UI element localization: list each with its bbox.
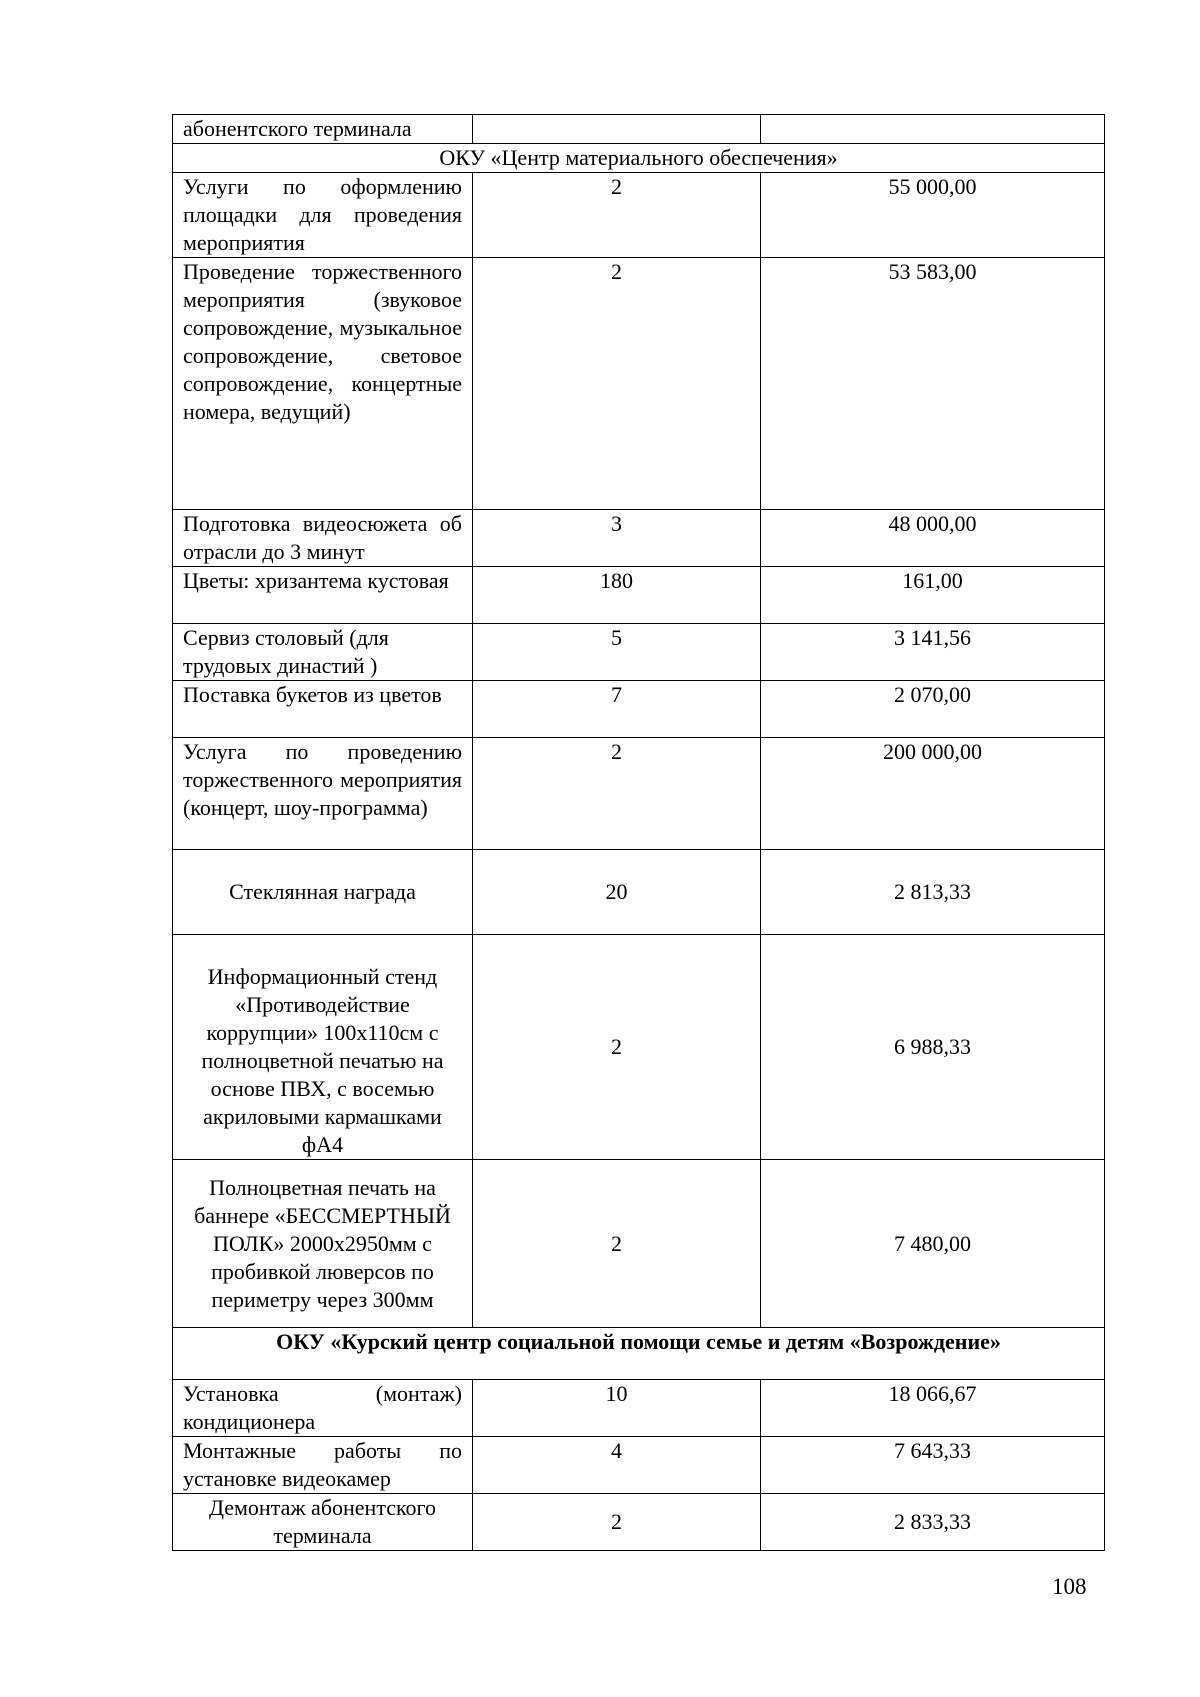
item-price-cell: 2 833,33 [761,1494,1105,1551]
item-qty-cell: 2 [473,935,761,1160]
item-name-cell: Установка (монтаж) кондиционера [173,1380,473,1437]
item-name-cell: Стеклянная награда [173,850,473,935]
table-row [173,624,1105,681]
item-price-cell: 18 066,67 [761,1380,1105,1437]
item-price-cell: 6 988,33 [761,935,1105,1160]
table-row [173,1437,1105,1494]
table-row [173,1380,1105,1437]
item-qty-cell: 2 [473,1494,761,1551]
item-qty-cell: 4 [473,1437,761,1494]
item-qty-cell: 2 [473,1160,761,1328]
item-price-cell: 2 070,00 [761,681,1105,738]
item-qty-cell: 2 [473,258,761,510]
item-name-cell: Информационный стенд «Противодействие коррупции» 100х110см с полноцветной печатью на основе ПВХ, с восемью акриловыми кармашками фА4 [173,935,473,1160]
item-qty-cell: 2 [473,738,761,850]
item-name-cell: Проведение торжественного мероприятия (звуковое сопровождение, музыкальное сопровождение, световое сопровождение, концертные номера, ведущий) [173,258,473,510]
table-row [173,115,1105,144]
item-name-cell: абонентского терминала [173,115,473,144]
table-row [173,510,1105,567]
section-row [173,1328,1105,1380]
item-price-cell: 7 480,00 [761,1160,1105,1328]
item-name-cell: Монтажные работы по установке видеокамер [173,1437,473,1494]
table-row [173,738,1105,850]
item-name-cell: Полноцветная печать на баннере «БЕССМЕРТНЫЙ ПОЛК» 2000х2950мм с пробивкой люверсов по периметру через 300мм [173,1160,473,1328]
table-row [173,173,1105,258]
table-row [173,935,1105,1160]
item-name-cell: Услуга по проведению торжественного мероприятия (концерт, шоу-программа) [173,738,473,850]
item-price-cell [761,115,1105,144]
table-row [173,681,1105,738]
item-price-cell: 53 583,00 [761,258,1105,510]
section-title: ОКУ «Курский центр социальной помощи семье и детям «Возрождение» [173,1328,1105,1380]
item-price-cell: 7 643,33 [761,1437,1105,1494]
item-qty-cell: 5 [473,624,761,681]
item-name-cell: Сервиз столовый (для трудовых династий ) [173,624,473,681]
table-row [173,258,1105,510]
item-name-cell: Услуги по оформлению площадки для проведения мероприятия [173,173,473,258]
item-price-cell: 200 000,00 [761,738,1105,850]
item-qty-cell: 10 [473,1380,761,1437]
table-row [173,850,1105,935]
section-row [173,144,1105,173]
item-price-cell: 2 813,33 [761,850,1105,935]
item-qty-cell: 20 [473,850,761,935]
section-title: ОКУ «Центр материального обеспечения» [173,144,1105,173]
page-number: 108 [1052,1574,1087,1599]
table-row [173,567,1105,624]
item-name-cell: Поставка букетов из цветов [173,681,473,738]
table-row [173,1494,1105,1551]
item-qty-cell: 180 [473,567,761,624]
item-price-cell: 3 141,56 [761,624,1105,681]
item-qty-cell [473,115,761,144]
item-price-cell: 55 000,00 [761,173,1105,258]
item-price-cell: 161,00 [761,567,1105,624]
item-qty-cell: 3 [473,510,761,567]
expense-table [172,114,1105,1551]
item-name-cell: Демонтаж абонентского терминала [173,1494,473,1551]
item-qty-cell: 7 [473,681,761,738]
item-name-cell: Цветы: хризантема кустовая [173,567,473,624]
table-row [173,1160,1105,1328]
item-qty-cell: 2 [473,173,761,258]
item-name-cell: Подготовка видеосюжета об отрасли до 3 минут [173,510,473,567]
item-price-cell: 48 000,00 [761,510,1105,567]
